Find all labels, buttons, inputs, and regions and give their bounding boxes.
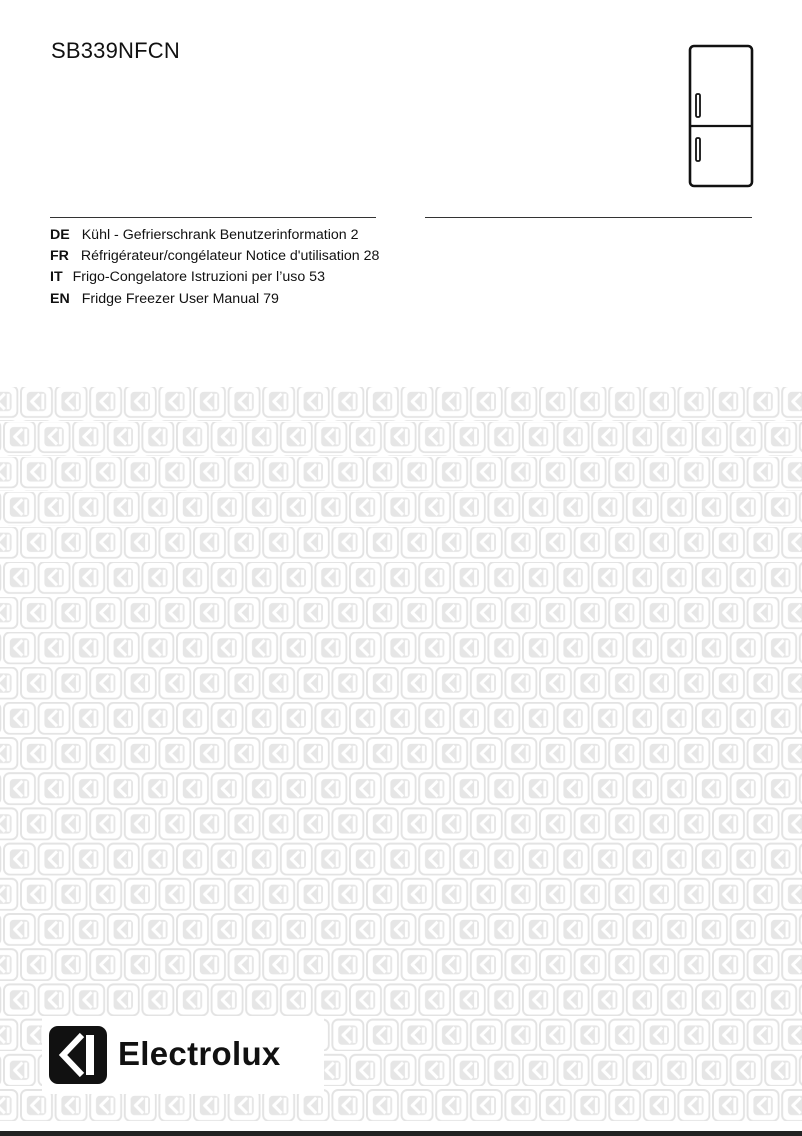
language-row <box>50 246 379 267</box>
language-description: Kühl - Gefrierschrank Benutzerinformation 2 <box>81 227 359 243</box>
brand-wordmark: Electrolux <box>118 1035 281 1072</box>
fridge-freezer-icon <box>688 44 754 188</box>
bottom-edge <box>0 1131 802 1136</box>
language-description: Fridge Freezer User Manual 79 <box>81 290 279 307</box>
language-code: IT <box>50 269 63 286</box>
language-code: DE <box>50 227 70 243</box>
language-row <box>50 289 379 310</box>
divider-left <box>50 217 376 218</box>
divider-right <box>425 217 752 218</box>
brand-logo <box>42 1016 324 1094</box>
electrolux-logo-mark-icon <box>49 1026 107 1084</box>
language-description: Frigo-Congelatore Istruzioni per l’uso 53 <box>72 269 325 286</box>
language-row <box>50 225 379 246</box>
language-row <box>50 267 379 288</box>
model-number: SB339NFCN <box>51 38 180 63</box>
language-code: FR <box>50 248 69 265</box>
language-code: EN <box>50 290 70 307</box>
language-index <box>50 225 379 310</box>
language-description: Réfrigérateur/congélateur Notice d'utilisation 28 <box>80 248 380 265</box>
